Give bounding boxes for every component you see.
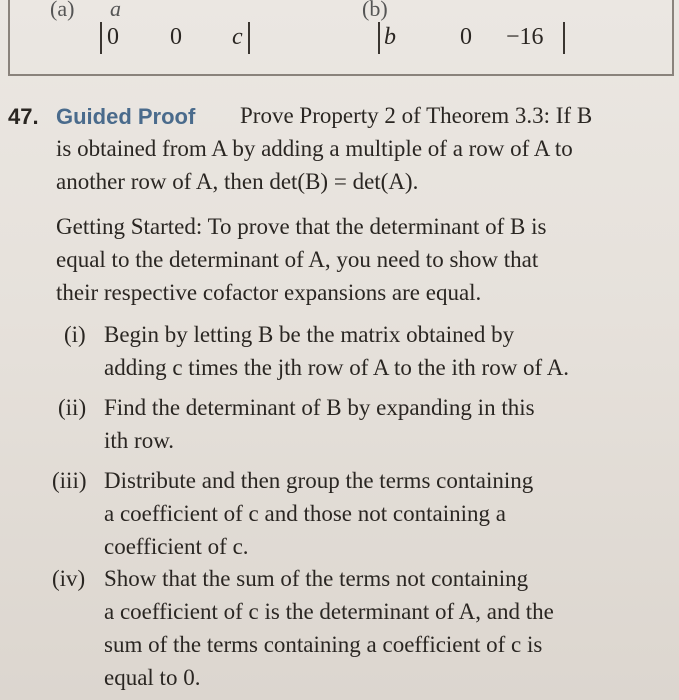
exercise-number: 47. xyxy=(8,104,39,129)
step-iii-line-2: a coefficient of c and those not containing a xyxy=(104,501,506,526)
step-iv-label: (iv) xyxy=(52,566,86,591)
matrix-a-right-bar xyxy=(248,22,250,54)
step-iv-line-2: a coefficient of c is the determinant of A, and the xyxy=(104,599,554,624)
step-iv-line-3: sum of the terms containing a coefficient of c is xyxy=(104,632,543,657)
step-ii-label: (ii) xyxy=(58,395,87,420)
getting-started-line-1: Getting Started: To prove that the determinant of B is xyxy=(56,214,547,239)
statement-line-1: Prove Property 2 of Theorem 3.3: If B xyxy=(240,103,593,128)
matrix-a-cell-1: 0 xyxy=(107,24,119,50)
step-iv-line-1: Show that the sum of the terms not containing xyxy=(104,566,529,591)
step-ii-line-1: Find the determinant of B by expanding in this xyxy=(104,395,535,420)
matrix-a-left-bar xyxy=(100,22,102,54)
step-iv-line-4: equal to 0. xyxy=(104,665,201,690)
step-i-line-2: adding c times the jth row of A to the ith row of A. xyxy=(104,355,570,380)
matrix-b-cell-2: 0 xyxy=(460,24,472,50)
matrix-b-cell-3: −16 xyxy=(506,24,544,50)
step-i-line-1: Begin by letting B be the matrix obtained by xyxy=(104,322,515,347)
getting-started-line-2: equal to the determinant of A, you need to show that xyxy=(56,247,539,272)
getting-started-line-3: their respective cofactor expansions are equal. xyxy=(56,280,482,305)
matrix-a-cell-2: 0 xyxy=(170,24,182,50)
step-ii-line-2: ith row. xyxy=(104,428,175,453)
guided-proof-label: Guided Proof xyxy=(56,104,196,129)
cut-label-b: (b) xyxy=(362,0,388,21)
cut-label-a-value: a xyxy=(110,0,121,21)
matrix-a-cell-3: c xyxy=(232,24,243,50)
statement-line-2: is obtained from A by adding a multiple of a row of A to xyxy=(56,136,573,161)
matrix-b-right-bar xyxy=(563,22,565,54)
step-i-label: (i) xyxy=(64,322,86,347)
step-iii-line-3: coefficient of c. xyxy=(104,534,249,559)
step-iii-line-1: Distribute and then group the terms containing xyxy=(104,468,534,493)
matrix-b-cell-1: b xyxy=(384,24,396,50)
step-iii-label: (iii) xyxy=(52,468,87,493)
matrix-b-left-bar xyxy=(378,22,380,54)
cut-label-a: (a) xyxy=(50,0,75,21)
statement-line-3: another row of A, then det(B) = det(A). xyxy=(56,169,419,194)
